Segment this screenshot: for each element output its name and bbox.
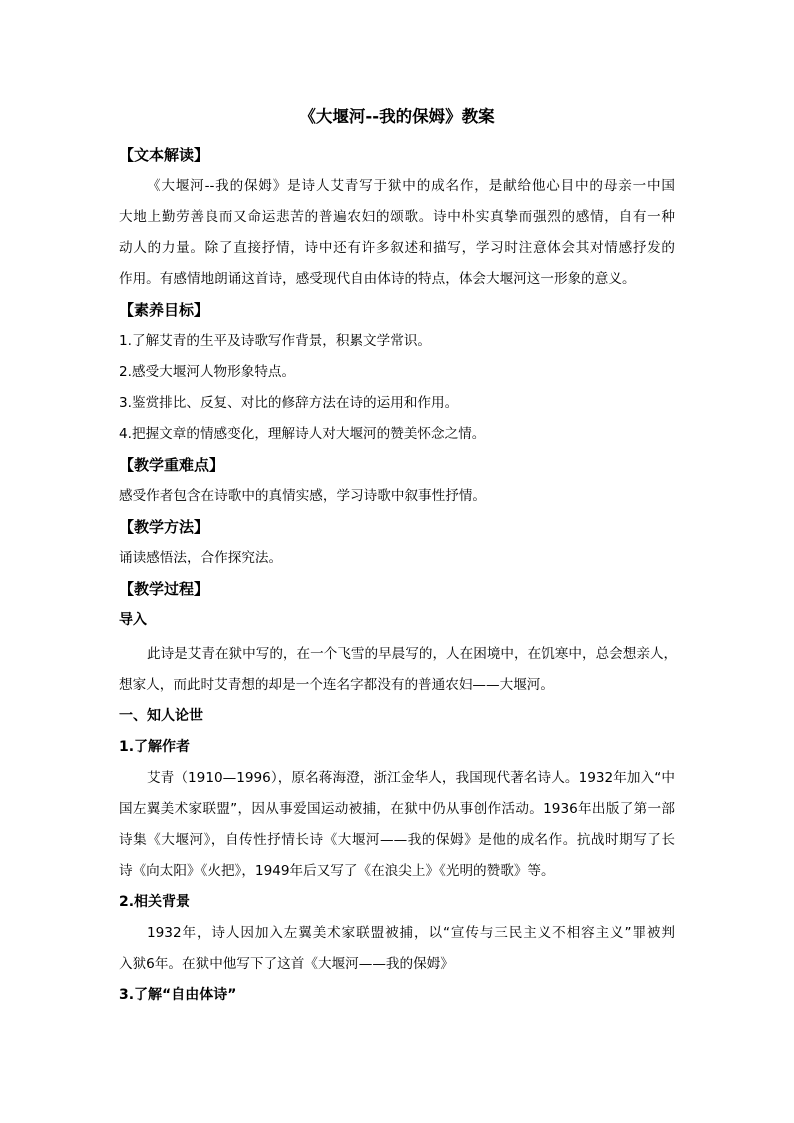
document-title: 《大堰河--我的保姆》教案 — [299, 107, 495, 126]
subheading-author: 1.了解作者 — [119, 739, 191, 755]
section-heading-process: 【教学过程】 — [119, 580, 210, 598]
subheading-background: 2.相关背景 — [119, 894, 191, 910]
paragraph-line: 1932年，诗人因加入左翼美术家联盟被捕，以“宣传与三民主义不相容主义”罪被判 — [147, 925, 675, 941]
document-page — [119, 0, 678, 1123]
paragraph-line: 入狱6年。在狱中他写下了这首《大堰河——我的保姆》 — [119, 956, 454, 972]
paragraph-line: 动人的力量。除了直接抒情，诗中还有许多叙述和描写，学习时注意体会其对情感抒发的 — [119, 240, 675, 256]
section-heading-methods: 【教学方法】 — [119, 518, 210, 536]
paragraph-line: 此诗是艾青在狱中写的，在一个飞雪的早晨写的，人在困境中，在饥寒中，总会想亲人， — [147, 646, 678, 662]
paragraph-line: 作用。有感情地朗诵这首诗，感受现代自由体诗的特点，体会大堰河这一形象的意义。 — [119, 271, 636, 287]
paragraph-line: 诗集《大堰河》，自传性抒情长诗《大堰河——我的保姆》是他的成名作。抗战时期写了长 — [119, 832, 675, 848]
key-points-text: 感受作者包含在诗歌中的真情实感，学习诗歌中叙事性抒情。 — [119, 488, 487, 504]
paragraph-line: 大地上勤劳善良而又命运悲苦的普遍农妇的颂歌。诗中朴实真挚而强烈的感情，自有一种 — [119, 209, 675, 225]
goal-item: 3.鉴赏排比、反复、对比的修辞方法在诗的运用和作用。 — [119, 395, 459, 411]
subheading-part-one: 一、知人论世 — [119, 708, 203, 724]
goal-item: 4.把握文章的情感变化，理解诗人对大堰河的赞美怀念之情。 — [119, 426, 486, 442]
paragraph-line: 《大堰河--我的保姆》是诗人艾青写于狱中的成名作，是献给他心目中的母亲一中国 — [147, 178, 675, 194]
paragraph-line: 诗《向太阳》《火把》，1949年后又写了《在浪尖上》《光明的赞歌》等。 — [119, 863, 555, 879]
goal-item: 1.了解艾青的生平及诗歌写作背景，积累文学常识。 — [119, 333, 432, 349]
subheading-intro: 导入 — [119, 612, 147, 628]
section-heading-text-reading: 【文本解读】 — [119, 146, 210, 164]
paragraph-line: 艾青（1910—1996），原名蒋海澄，浙江金华人，我国现代著名诗人。1932年加入“中 — [147, 770, 675, 786]
subheading-free-verse: 3.了解“自由体诗” — [119, 987, 237, 1003]
section-heading-key-points: 【教学重难点】 — [119, 456, 225, 474]
section-heading-goals: 【素养目标】 — [119, 301, 210, 319]
paragraph-line: 想家人，而此时艾青想的却是一个连名字都没有的普通农妇——大堰河。 — [119, 677, 554, 693]
goal-item: 2.感受大堰河人物形象特点。 — [119, 364, 296, 380]
methods-text: 诵读感悟法，合作探究法。 — [119, 550, 283, 566]
paragraph-line: 国左翼美术家联盟”，因从事爱国运动被捕，在狱中仍从事创作活动。1936年出版了第一部 — [119, 801, 675, 817]
